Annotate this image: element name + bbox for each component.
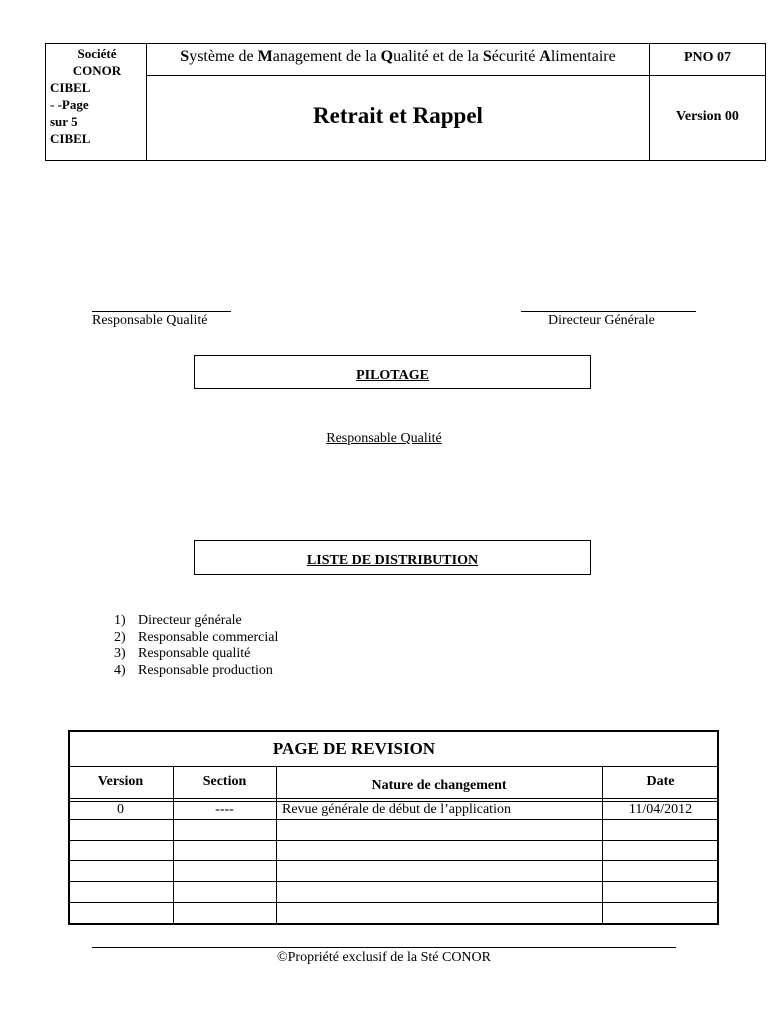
header-divider bbox=[649, 75, 766, 76]
table-cell: 11/04/2012 bbox=[628, 802, 693, 817]
company-line: Société bbox=[77, 46, 117, 61]
list-item: 3) Responsable qualité bbox=[114, 646, 251, 661]
table-rule bbox=[68, 881, 719, 882]
table-rule bbox=[68, 860, 719, 861]
table-rule bbox=[68, 766, 719, 767]
column-header-nature: Nature de changement bbox=[371, 778, 507, 793]
footer-copyright: ©Propriété exclusif de la Sté CONOR bbox=[277, 950, 491, 965]
signature-line bbox=[92, 311, 231, 312]
distribution-list bbox=[114, 613, 278, 679]
company-line: CONOR bbox=[72, 63, 122, 78]
revision-title: PAGE DE REVISION bbox=[272, 739, 436, 758]
distribution-heading: LISTE DE DISTRIBUTION bbox=[194, 540, 591, 575]
company-info bbox=[50, 45, 144, 147]
company-line: CIBEL bbox=[50, 131, 91, 146]
table-rule bbox=[68, 902, 719, 903]
signature-label-quality: Responsable Qualité bbox=[92, 313, 208, 328]
system-title: Système de Management de la Qualité et de la Sécurité Alimentaire bbox=[180, 48, 616, 65]
page-info: sur 5 bbox=[50, 114, 78, 129]
list-item: 4) Responsable production bbox=[114, 662, 273, 678]
page-info: - -Page bbox=[50, 97, 89, 112]
list-item: 1) Directeur générale bbox=[114, 613, 242, 628]
table-rule bbox=[68, 798, 719, 799]
table-cell: 0 bbox=[117, 802, 124, 817]
revision-table bbox=[68, 730, 719, 925]
pilotage-heading: PILOTAGE bbox=[194, 355, 591, 389]
table-rule bbox=[68, 819, 719, 820]
table-rule bbox=[68, 840, 719, 841]
list-item: 2) Responsable commercial bbox=[114, 629, 279, 645]
signature-label-director: Directeur Générale bbox=[548, 313, 655, 328]
document-version: Version 00 bbox=[676, 109, 739, 124]
document-code: PNO 07 bbox=[683, 50, 732, 65]
document-title: Retrait et Rappel bbox=[313, 103, 483, 128]
table-cell: Revue générale de début de l’application bbox=[282, 802, 511, 817]
table-cell: ---- bbox=[215, 802, 234, 817]
header-divider bbox=[147, 75, 649, 76]
company-line: CIBEL bbox=[50, 80, 91, 95]
footer-rule bbox=[92, 947, 676, 948]
column-header-version: Version bbox=[97, 774, 144, 789]
column-header-section: Section bbox=[202, 774, 247, 789]
pilotage-responsible: Responsable Qualité bbox=[326, 431, 442, 446]
signature-line bbox=[521, 311, 696, 312]
column-header-date: Date bbox=[646, 774, 675, 789]
